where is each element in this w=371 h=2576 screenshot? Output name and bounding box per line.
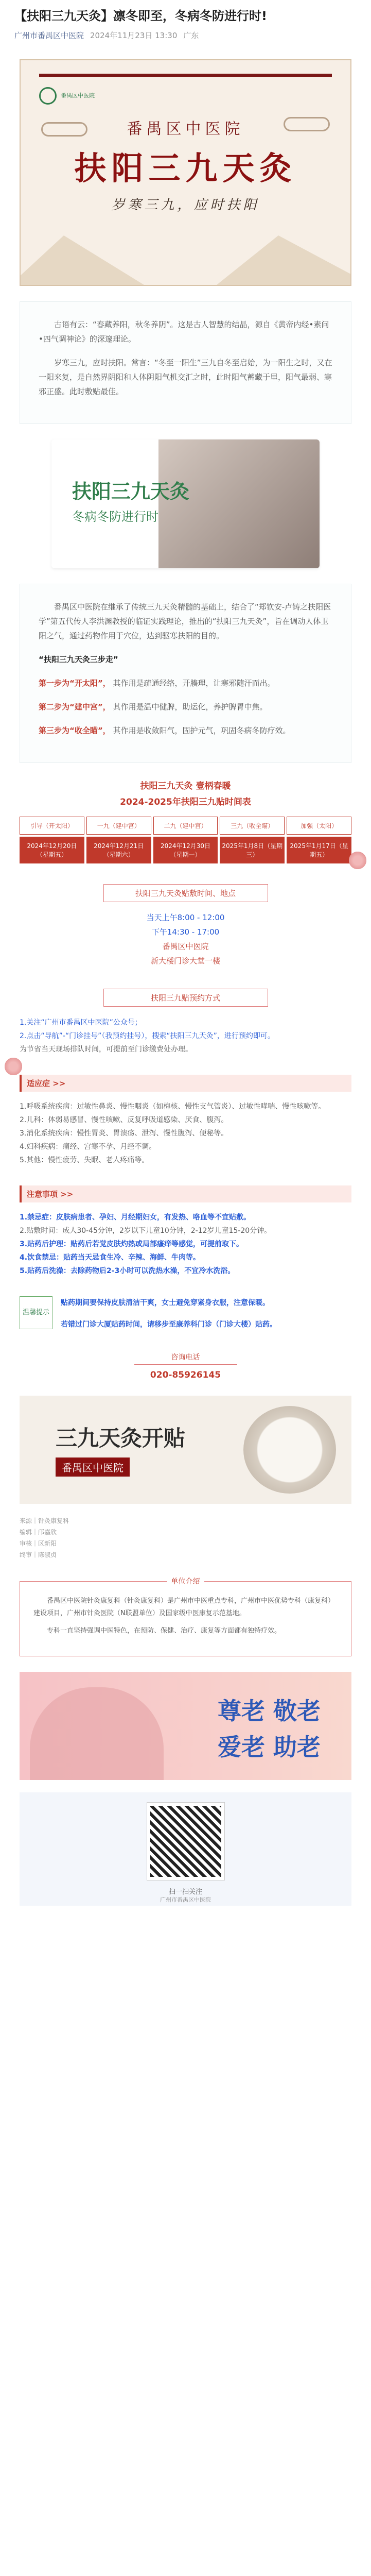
hospital-logo-icon xyxy=(39,87,57,105)
phone-number[interactable]: 020-85926145 xyxy=(150,1370,221,1380)
about-box xyxy=(20,1578,351,1656)
footer-banner-sub: 番禺区中医院 xyxy=(56,1458,130,1477)
article-title: 【扶阳三九天灸】凛冬即至，冬病冬防进行时! xyxy=(14,9,267,23)
list-item: 1.禁忌症：皮肤病患者、孕妇、月经期妇女，有发热、咯血等不宜贴敷。 xyxy=(20,1213,251,1222)
flower-decor-icon xyxy=(347,850,368,871)
qr-footer xyxy=(20,1792,351,1906)
schedule-date: 2024年12月21日（星期六） xyxy=(86,837,151,863)
credit-line: 来源｜针灸康复科 xyxy=(20,1517,69,1524)
schedule-date: 2025年1月8日（星期三） xyxy=(220,837,285,863)
main-banner xyxy=(20,59,351,286)
credit-line: 编辑｜邝嘉欣 xyxy=(20,1529,57,1536)
schedule-cell: 一九（建中宫） xyxy=(86,817,151,835)
datetime: 2024年11月23日 13:30 xyxy=(90,31,178,40)
cloud-icon xyxy=(284,117,330,131)
section1-p1: 番禺区中医院在继承了传统三九天灸精髓的基础上，结合了“郑钦安-卢铸之扶阳医学”第五代传人李洪渊教授的临证实践理论，推出的“扶阳三九天灸”，旨在调动人体卫阳之气，通过药物作用于穴位，达到驱寒扶阳的目的。 xyxy=(39,602,331,640)
method-pill: 扶阳三九贴预约方式 xyxy=(103,989,268,1007)
about-p2: 专科一直坚持强调中医特色，在预防、保健、治疗、康复等方面都有独特疗效。 xyxy=(47,1627,281,1635)
list-item: 3.消化系统疾病：慢性胃炎、胃溃疡、泄泻、慢性腹泻、便秘等。 xyxy=(20,1129,228,1138)
tip-text2: 若错过门诊大厦贴药时间，请移步至康养科门诊（门诊大楼）贴药。 xyxy=(61,1320,277,1329)
step-3-text: 其作用是收敛阳气，固护元气，巩固冬病冬防疗效。 xyxy=(113,726,291,735)
location: 广东 xyxy=(183,31,199,40)
footer-banner-title: 三九天灸开贴 xyxy=(56,1426,186,1451)
schedule-date: 2024年12月20日（星期五） xyxy=(20,837,84,863)
flower-decor-icon xyxy=(3,1056,24,1077)
schedule xyxy=(20,778,351,863)
about-p1: 番禺区中医院针灸康复科（针灸康复科）是广州市中医重点专科，广州市中医优势专科（康复科）建设项目，广州市针灸医院（N联盟单位）及国家级中医康复示范基地。 xyxy=(33,1597,335,1617)
list-item: 5.其他：慢性疲劳、失眠、老人疼痛等。 xyxy=(20,1156,149,1164)
step-1-name: 第一步为“开太阳”， xyxy=(39,679,111,688)
time-text xyxy=(0,910,371,968)
list-item: 2.贴敷时间：成人30-45分钟，2岁以下儿童10分钟，2-12岁儿童15-20分钟。 xyxy=(20,1227,272,1235)
footer-banner xyxy=(20,1396,351,1504)
banner-title: 扶阳三九天灸 xyxy=(74,149,297,187)
place-2: 新大楼门诊大堂一楼 xyxy=(150,956,220,965)
banner-slogan: 岁寒三九，应时扶阳 xyxy=(111,197,260,213)
time-am: 当天上午8:00 - 12:00 xyxy=(146,913,225,922)
method-text3: 为节省当天现场排队时间，可提前至门诊缴费处办理。 xyxy=(20,1045,192,1054)
list-item: 2.儿科：体弱易感冒、慢性咳嗽、反复呼吸道感染、厌食、腹泻。 xyxy=(20,1116,228,1124)
schedule-h2: 2024-2025年扶阳三九贴时间表 xyxy=(120,797,251,807)
cautions-list xyxy=(20,1211,351,1278)
schedule-cell: 二九（建中宫） xyxy=(153,817,218,835)
banner-line xyxy=(39,74,332,77)
qr-code-icon[interactable] xyxy=(147,1803,224,1880)
logo-text: 番禺区中医院 xyxy=(61,92,95,99)
step-2 xyxy=(39,700,332,714)
respect-line2: 爱老 助老 xyxy=(217,1733,321,1761)
time-pill: 扶阳三九天灸贴敷时间、地点 xyxy=(103,884,268,902)
list-item: 3.贴药后护理：贴药后若觉皮肤灼热或局部瘙痒等感觉，可提前取下。 xyxy=(20,1240,244,1248)
section1-box xyxy=(20,584,351,763)
respect-line1: 尊老 敬老 xyxy=(217,1697,321,1725)
schedule-cell: 引导（开太阳） xyxy=(20,817,84,835)
step-1-text: 其作用是疏通经络，开腠理，让寒邪随汗而出。 xyxy=(113,679,275,688)
scan-text: 扫一扫关注 xyxy=(168,1888,202,1896)
schedule-date: 2024年12月30日（星期一） xyxy=(153,837,218,863)
schedule-grid xyxy=(20,817,351,863)
list-item: 4.妇科疾病：痛经、宫寒不孕、月经不调。 xyxy=(20,1143,156,1151)
phone-head: 咨询电话 xyxy=(134,1352,237,1365)
intro-p2: 岁寒三九，应时扶阳。常言：“冬至一阳生”三九自冬至启始，为一阳生之时，又在一阳来复，是自然界阴阳和人体阴阳气机交汇之时，此时阳气蓄藏于里，阳气最弱、寒邪正盛。此时敷贴最佳。 xyxy=(39,358,332,396)
tip-text1: 贴药期间要保持皮肤清洁干爽，女士避免穿紧身衣服，注意保暖。 xyxy=(61,1299,270,1307)
step-1 xyxy=(39,676,332,690)
credit-line: 终审｜陈淑贞 xyxy=(20,1551,57,1558)
intro-p1: 古语有云：“春藏养阳，秋冬养阴”。这是古人智慧的结晶，源自《黄帝内经•素问•四气调神论》的深邃理论。 xyxy=(39,320,329,344)
section1-subtitle: “扶阳三九天灸三步走” xyxy=(39,655,118,664)
promo-image xyxy=(51,439,320,568)
people-image xyxy=(30,1687,164,1780)
method-text1: 1.关注“广州市番禺区中医院”公众号； xyxy=(20,1019,142,1027)
schedule-h1: 扶阳三九天灸 壹柄春暖 xyxy=(140,781,231,791)
banner-hospital: 番禺区中医院 xyxy=(127,120,244,138)
promo-sub: 冬病冬防进行时 xyxy=(72,510,158,524)
indications-list xyxy=(20,1100,351,1167)
credit-line: 审核｜区新阳 xyxy=(20,1540,57,1547)
respect-banner xyxy=(20,1672,351,1780)
time-pm: 下午14:30 - 17:00 xyxy=(151,927,220,937)
account-link[interactable]: 广州市番禺区中医院 xyxy=(14,31,84,40)
list-item: 5.贴药后洗澡：去除药物后2-3小时可以洗热水澡，不宜冷水洗浴。 xyxy=(20,1267,235,1275)
intro-box xyxy=(20,301,351,424)
photo xyxy=(158,439,320,568)
cloud-icon xyxy=(41,122,87,137)
list-item: 4.饮食禁忌：贴药当天忌食生冷、辛辣、海鲜、牛肉等。 xyxy=(20,1253,201,1262)
credits xyxy=(20,1515,351,1561)
hospital-footer: 广州市番禺区中医院 xyxy=(160,1896,211,1903)
step-2-name: 第二步为“建中宫”， xyxy=(39,702,111,711)
about-title: 单位介绍 xyxy=(167,1575,204,1588)
promo-title: 扶阳三九天灸 xyxy=(72,480,190,503)
step-3-name: 第三步为“收全瞄”， xyxy=(39,726,111,735)
list-item: 1.呼吸系统疾病：过敏性鼻炎、慢性咽炎（如梅核、慢性支气管炎）、过敏性哮喘、慢性咳嗽等。 xyxy=(20,1103,326,1111)
mountain-decor xyxy=(20,223,144,285)
indications-head: 适应症 >> xyxy=(20,1075,351,1092)
method-notice xyxy=(20,1016,351,1056)
meta xyxy=(14,30,357,41)
place-1: 番禺区中医院 xyxy=(162,942,209,951)
cautions-head: 注意事项 >> xyxy=(20,1185,351,1202)
schedule-date: 2025年1月17日（星期五） xyxy=(287,837,351,863)
schedule-cell: 三九（收全瞄） xyxy=(220,817,285,835)
method-text2: 2.点击“导航”-“门诊挂号”（我预约挂号），搜索“扶阳三九天灸”，进行预约即可。 xyxy=(20,1032,275,1040)
tip-badge: 温馨提示 xyxy=(20,1296,52,1329)
tip-text xyxy=(61,1296,351,1331)
tip-row xyxy=(20,1296,351,1331)
step-2-text: 其作用是温中健脾，助运化，养护脾胃中焦。 xyxy=(113,702,268,711)
step-3 xyxy=(39,723,332,738)
article-header xyxy=(0,0,371,44)
food-image xyxy=(243,1406,336,1494)
mountain-decor xyxy=(217,223,351,285)
schedule-cell: 加强（太阳） xyxy=(287,817,351,835)
